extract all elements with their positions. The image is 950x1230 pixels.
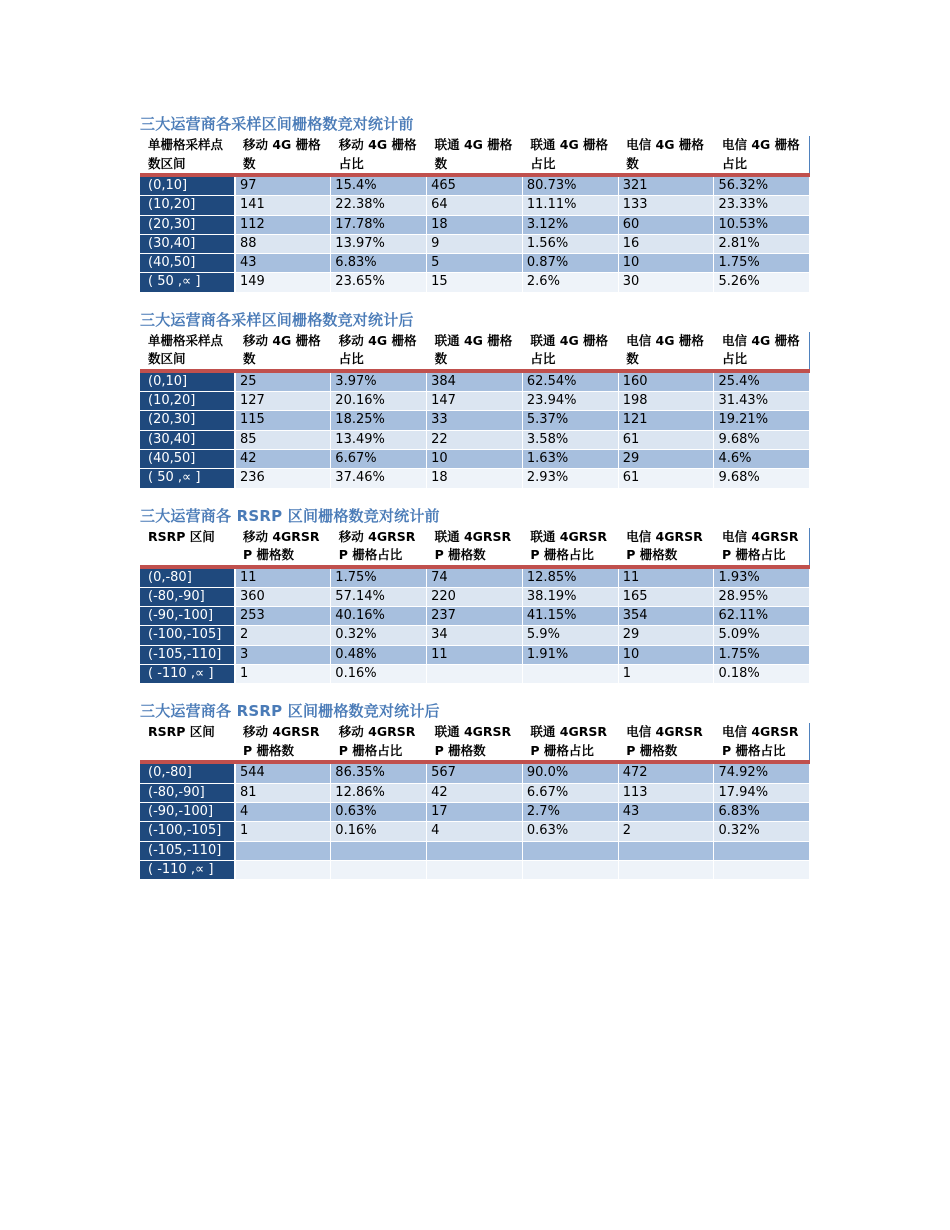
table-cell: 2 (235, 626, 331, 645)
column-header: 联通 4G 栅格数 (427, 332, 523, 371)
table-cell: 29 (618, 449, 714, 468)
table-header-row (140, 723, 810, 762)
table-cell: 56.32% (714, 175, 810, 196)
section-title: 三大运营商各采样区间栅格数竞对统计前 (140, 115, 414, 133)
row-label-cell: (0,-80] (140, 762, 235, 783)
table-cell: 4 (235, 802, 331, 821)
table-row (140, 665, 810, 684)
table-cell: 62.54% (522, 371, 618, 392)
table-row (140, 371, 810, 392)
column-header: 单栅格采样点数区间 (140, 332, 235, 371)
table-cell: 112 (235, 215, 331, 234)
row-label-cell: ( 50 ,∝ ] (140, 273, 235, 292)
table-cell: 16 (618, 234, 714, 253)
table-cell: 5.9% (522, 626, 618, 645)
table-cell: 5.26% (714, 273, 810, 292)
table-cell: 1 (235, 822, 331, 841)
table-row (140, 762, 810, 783)
table-cell: 80.73% (522, 175, 618, 196)
column-header: 电信 4G 栅格数 (618, 332, 714, 371)
column-header: 联通 4GRSRP 栅格数 (427, 723, 523, 762)
row-label-cell: (-90,-100] (140, 607, 235, 626)
column-header: RSRP 区间 (140, 528, 235, 567)
table-cell (618, 841, 714, 860)
table-cell: 3.97% (331, 371, 427, 392)
table-cell: 253 (235, 607, 331, 626)
table-cell: 237 (427, 607, 523, 626)
table-cell: 0.48% (331, 645, 427, 664)
table-header-row (140, 136, 810, 175)
table-cell: 1.63% (522, 449, 618, 468)
table-row (140, 469, 810, 488)
table-cell: 127 (235, 392, 331, 411)
table-cell: 61 (618, 430, 714, 449)
table-row (140, 273, 810, 292)
column-header: 电信 4GRSRP 栅格占比 (714, 723, 810, 762)
table-cell: 133 (618, 196, 714, 215)
stats-section (140, 310, 810, 489)
table-cell: 11 (427, 645, 523, 664)
row-label-cell: (-105,-110] (140, 841, 235, 860)
table-cell: 40.16% (331, 607, 427, 626)
table-cell: 5 (427, 254, 523, 273)
table-row (140, 841, 810, 860)
table-row (140, 196, 810, 215)
column-header: 移动 4GRSRP 栅格占比 (331, 528, 427, 567)
table-cell: 6.67% (331, 449, 427, 468)
table-cell: 9 (427, 234, 523, 253)
table-cell: 11 (618, 567, 714, 588)
stats-section (140, 114, 810, 293)
table-cell: 10 (618, 254, 714, 273)
table-cell: 13.97% (331, 234, 427, 253)
table-cell: 0.18% (714, 665, 810, 684)
column-header: 联通 4G 栅格数 (427, 136, 523, 175)
table-cell: 64 (427, 196, 523, 215)
table-cell (714, 841, 810, 860)
table-cell: 1.93% (714, 567, 810, 588)
stats-table (140, 723, 810, 880)
table-cell (522, 841, 618, 860)
table-cell: 165 (618, 587, 714, 606)
table-cell: 0.16% (331, 822, 427, 841)
table-cell: 41.15% (522, 607, 618, 626)
row-label-cell: (0,10] (140, 175, 235, 196)
row-label-cell: (40,50] (140, 449, 235, 468)
table-row (140, 254, 810, 273)
table-cell: 23.94% (522, 392, 618, 411)
column-header: 电信 4G 栅格占比 (714, 136, 810, 175)
table-cell: 38.19% (522, 587, 618, 606)
table-cell: 22.38% (331, 196, 427, 215)
table-cell: 160 (618, 371, 714, 392)
table-cell: 6.83% (714, 802, 810, 821)
column-header: 联通 4GRSRP 栅格数 (427, 528, 523, 567)
column-header: 联通 4GRSRP 栅格占比 (522, 723, 618, 762)
table-cell: 86.35% (331, 762, 427, 783)
table-cell: 149 (235, 273, 331, 292)
table-cell: 6.67% (522, 783, 618, 802)
table-cell: 18 (427, 215, 523, 234)
table-cell: 42 (427, 783, 523, 802)
table-row (140, 449, 810, 468)
table-cell: 0.63% (522, 822, 618, 841)
column-header: 移动 4G 栅格数 (235, 136, 331, 175)
row-label-cell: (-100,-105] (140, 822, 235, 841)
table-cell (618, 860, 714, 879)
table-cell: 74.92% (714, 762, 810, 783)
table-cell: 147 (427, 392, 523, 411)
column-header: 移动 4G 栅格占比 (331, 136, 427, 175)
table-cell (331, 860, 427, 879)
table-cell: 0.16% (331, 665, 427, 684)
table-cell: 5.37% (522, 411, 618, 430)
table-cell: 33 (427, 411, 523, 430)
row-label-cell: (20,30] (140, 215, 235, 234)
table-cell: 236 (235, 469, 331, 488)
table-cell: 6.83% (331, 254, 427, 273)
table-cell: 23.65% (331, 273, 427, 292)
table-cell: 13.49% (331, 430, 427, 449)
row-label-cell: (30,40] (140, 234, 235, 253)
table-header-row (140, 528, 810, 567)
table-cell: 354 (618, 607, 714, 626)
table-cell: 2.81% (714, 234, 810, 253)
column-header: 电信 4GRSRP 栅格数 (618, 528, 714, 567)
table-cell: 141 (235, 196, 331, 215)
table-cell: 25.4% (714, 371, 810, 392)
table-cell (235, 841, 331, 860)
table-cell (235, 860, 331, 879)
table-cell: 97 (235, 175, 331, 196)
table-cell: 60 (618, 215, 714, 234)
table-cell: 17.78% (331, 215, 427, 234)
column-header: 联通 4G 栅格占比 (522, 136, 618, 175)
table-cell: 15 (427, 273, 523, 292)
table-cell: 61 (618, 469, 714, 488)
column-header: 联通 4G 栅格占比 (522, 332, 618, 371)
stats-table (140, 528, 810, 685)
row-label-cell: (-105,-110] (140, 645, 235, 664)
table-cell: 22 (427, 430, 523, 449)
table-cell: 198 (618, 392, 714, 411)
table-cell (331, 841, 427, 860)
table-cell: 12.85% (522, 567, 618, 588)
table-cell: 88 (235, 234, 331, 253)
document-page (140, 114, 810, 897)
table-cell: 18 (427, 469, 523, 488)
table-cell: 9.68% (714, 430, 810, 449)
table-cell: 220 (427, 587, 523, 606)
column-header: 移动 4G 栅格数 (235, 332, 331, 371)
table-cell: 0.63% (331, 802, 427, 821)
table-row (140, 234, 810, 253)
table-cell: 20.16% (331, 392, 427, 411)
row-label-cell: (-100,-105] (140, 626, 235, 645)
row-label-cell: (-80,-90] (140, 783, 235, 802)
table-cell: 5.09% (714, 626, 810, 645)
table-cell: 3.12% (522, 215, 618, 234)
table-cell: 17 (427, 802, 523, 821)
table-cell: 1.75% (331, 567, 427, 588)
table-cell: 0.32% (331, 626, 427, 645)
table-cell: 18.25% (331, 411, 427, 430)
table-cell: 384 (427, 371, 523, 392)
table-cell: 544 (235, 762, 331, 783)
table-cell: 9.68% (714, 469, 810, 488)
table-cell: 57.14% (331, 587, 427, 606)
table-cell: 85 (235, 430, 331, 449)
table-cell: 62.11% (714, 607, 810, 626)
table-cell: 10.53% (714, 215, 810, 234)
section-title: 三大运营商各 RSRP 区间栅格数竞对统计前 (140, 506, 440, 525)
table-cell: 11 (235, 567, 331, 588)
table-cell: 15.4% (331, 175, 427, 196)
table-cell: 29 (618, 626, 714, 645)
table-cell: 17.94% (714, 783, 810, 802)
column-header: 移动 4GRSRP 栅格数 (235, 528, 331, 567)
column-header: 移动 4GRSRP 栅格数 (235, 723, 331, 762)
table-cell: 28.95% (714, 587, 810, 606)
table-cell: 1.56% (522, 234, 618, 253)
table-row (140, 567, 810, 588)
row-label-cell: ( -110 ,∝ ] (140, 665, 235, 684)
row-label-cell: (-80,-90] (140, 587, 235, 606)
table-cell: 11.11% (522, 196, 618, 215)
column-header: 电信 4GRSRP 栅格占比 (714, 528, 810, 567)
table-row (140, 783, 810, 802)
column-header: 电信 4GRSRP 栅格数 (618, 723, 714, 762)
table-cell: 30 (618, 273, 714, 292)
table-row (140, 411, 810, 430)
row-label-cell: (40,50] (140, 254, 235, 273)
column-header: 移动 4GRSRP 栅格占比 (331, 723, 427, 762)
table-cell: 74 (427, 567, 523, 588)
table-cell: 113 (618, 783, 714, 802)
table-cell: 1.75% (714, 254, 810, 273)
row-label-cell: (0,10] (140, 371, 235, 392)
stats-table (140, 332, 810, 489)
column-header: 联通 4GRSRP 栅格占比 (522, 528, 618, 567)
column-header: RSRP 区间 (140, 723, 235, 762)
row-label-cell: (0,-80] (140, 567, 235, 588)
table-cell: 31.43% (714, 392, 810, 411)
table-cell (427, 665, 523, 684)
table-cell: 25 (235, 371, 331, 392)
table-cell: 360 (235, 587, 331, 606)
table-cell (714, 860, 810, 879)
table-cell: 0.32% (714, 822, 810, 841)
table-row (140, 822, 810, 841)
table-cell (427, 841, 523, 860)
column-header: 单栅格采样点数区间 (140, 136, 235, 175)
table-cell (522, 860, 618, 879)
table-cell: 3 (235, 645, 331, 664)
table-cell: 81 (235, 783, 331, 802)
table-row (140, 430, 810, 449)
table-cell: 0.87% (522, 254, 618, 273)
table-cell: 3.58% (522, 430, 618, 449)
table-row (140, 607, 810, 626)
table-cell: 472 (618, 762, 714, 783)
table-cell: 19.21% (714, 411, 810, 430)
row-label-cell: (20,30] (140, 411, 235, 430)
table-cell: 12.86% (331, 783, 427, 802)
table-cell: 43 (618, 802, 714, 821)
table-cell: 23.33% (714, 196, 810, 215)
table-cell: 34 (427, 626, 523, 645)
table-cell: 1.91% (522, 645, 618, 664)
stats-section (140, 701, 810, 880)
row-label-cell: (10,20] (140, 392, 235, 411)
table-cell: 2.6% (522, 273, 618, 292)
row-label-cell: ( -110 ,∝ ] (140, 860, 235, 879)
column-header: 电信 4G 栅格占比 (714, 332, 810, 371)
row-label-cell: ( 50 ,∝ ] (140, 469, 235, 488)
section-title: 三大运营商各 RSRP 区间栅格数竞对统计后 (140, 702, 440, 721)
table-row (140, 860, 810, 879)
table-cell (427, 860, 523, 879)
table-row (140, 802, 810, 821)
table-row (140, 645, 810, 664)
table-cell: 2.93% (522, 469, 618, 488)
table-cell: 115 (235, 411, 331, 430)
stats-table (140, 136, 810, 293)
table-cell: 465 (427, 175, 523, 196)
column-header: 电信 4G 栅格数 (618, 136, 714, 175)
table-cell: 2 (618, 822, 714, 841)
table-cell (522, 665, 618, 684)
table-row (140, 626, 810, 645)
table-cell: 37.46% (331, 469, 427, 488)
table-cell: 1 (235, 665, 331, 684)
table-cell: 2.7% (522, 802, 618, 821)
table-row (140, 175, 810, 196)
table-cell: 321 (618, 175, 714, 196)
row-label-cell: (-90,-100] (140, 802, 235, 821)
table-header-row (140, 332, 810, 371)
row-label-cell: (30,40] (140, 430, 235, 449)
column-header: 移动 4G 栅格占比 (331, 332, 427, 371)
table-cell: 90.0% (522, 762, 618, 783)
table-row (140, 215, 810, 234)
table-cell: 4 (427, 822, 523, 841)
table-cell: 10 (618, 645, 714, 664)
table-cell: 42 (235, 449, 331, 468)
table-cell: 4.6% (714, 449, 810, 468)
table-cell: 1 (618, 665, 714, 684)
table-cell: 10 (427, 449, 523, 468)
stats-section (140, 506, 810, 685)
table-cell: 121 (618, 411, 714, 430)
table-cell: 43 (235, 254, 331, 273)
table-cell: 567 (427, 762, 523, 783)
row-label-cell: (10,20] (140, 196, 235, 215)
table-row (140, 392, 810, 411)
section-title: 三大运营商各采样区间栅格数竞对统计后 (140, 310, 414, 329)
table-cell: 1.75% (714, 645, 810, 664)
table-row (140, 587, 810, 606)
